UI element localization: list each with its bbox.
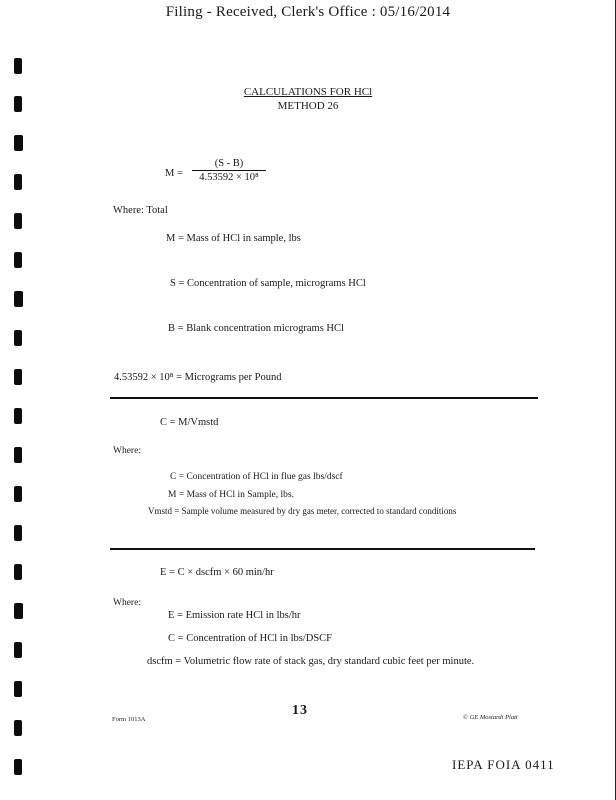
definition-row (168, 610, 301, 621)
definition-equals: = (174, 506, 180, 516)
definition-equals: = (178, 490, 185, 500)
definition-row (166, 233, 301, 244)
definition-symbol: C (170, 472, 177, 482)
where-total-label: Where: Total (113, 205, 168, 216)
definition-symbol: Vmstd (148, 506, 173, 516)
divider-line (110, 548, 535, 550)
definition-text: Mass of HCl in Sample, lbs. (186, 490, 294, 500)
filing-header: Filing - Received, Clerk's Office : 05/16/2014 (165, 4, 451, 20)
binder-hole (14, 525, 22, 541)
foia-stamp: IEPA FOIA 0411 (452, 757, 555, 772)
binder-hole (14, 564, 22, 580)
divider-line (110, 397, 538, 399)
definition-text: Concentration of sample, micrograms HCl (187, 278, 366, 289)
definition-equals: = (177, 633, 184, 644)
title-line-1: CALCULATIONS FOR HCl (243, 86, 373, 98)
definition-text: Micrograms per Pound (184, 372, 282, 383)
binder-hole (14, 486, 22, 502)
definition-equals: = (177, 323, 184, 334)
definition-text: Volumetric flow rate of stack gas, dry standard cubic feet per minute. (183, 656, 475, 667)
definition-symbol: B (168, 323, 176, 334)
definition-equals: = (178, 278, 185, 289)
definition-symbol: S (170, 278, 176, 289)
definition-equals: = (177, 233, 184, 244)
definition-text: Concentration of HCl in lbs/DSCF (186, 633, 333, 644)
formula3: E = C × dscfm × 60 min/hr (160, 567, 274, 578)
definition-text: Blank concentration micrograms HCl (186, 323, 344, 334)
definition-equals: = (177, 610, 183, 621)
where-label: Where: (113, 598, 141, 608)
definition-symbol: E (168, 610, 175, 621)
formula1-lhs: M = (165, 168, 183, 179)
definition-row (168, 490, 294, 500)
definition-symbol: C (168, 633, 176, 644)
binder-hole (14, 642, 22, 658)
definition-equals: = (175, 656, 182, 667)
definition-row (170, 472, 343, 482)
formula1-fraction (192, 158, 266, 183)
definition-symbol: 4.53592 × 10⁸ (114, 372, 174, 383)
definition-text: Sample volume measured by dry gas meter, corrected to standard conditions (181, 506, 457, 516)
definition-equals: = (178, 472, 185, 482)
definition-text: Mass of HCl in sample, lbs (186, 233, 301, 244)
binder-hole (14, 330, 22, 346)
definition-row (114, 372, 281, 383)
binder-hole (14, 252, 22, 268)
binder-hole (14, 408, 22, 424)
binder-hole (14, 369, 22, 385)
binder-hole (14, 681, 22, 697)
definition-equals: = (176, 372, 183, 383)
definition-row (148, 506, 456, 516)
page-number: 13 (292, 703, 308, 718)
binder-hole (14, 603, 23, 619)
definition-row (168, 323, 344, 334)
binder-hole (14, 174, 22, 190)
binder-hole (14, 447, 22, 463)
binder-hole (14, 759, 22, 775)
definition-symbol: dscfm (147, 656, 173, 667)
definition-symbol: M (168, 490, 177, 500)
definition-text: Concentration of HCl in flue gas lbs/dscf (186, 472, 343, 482)
binder-hole (14, 135, 23, 151)
page-subtitle: METHOD 26 (277, 100, 339, 112)
binder-hole (14, 720, 22, 736)
binder-hole (14, 291, 23, 307)
binder-hole (14, 213, 22, 229)
formula1-numerator: (S - B) (192, 158, 266, 171)
definition-symbol: M (166, 233, 176, 244)
formula2: C = M/Vmstd (160, 417, 219, 428)
definition-text: Emission rate HCl in lbs/hr (185, 610, 301, 621)
where-label: Where: (113, 446, 141, 456)
page-title (0, 86, 616, 98)
definition-row (170, 278, 366, 289)
definition-row (168, 633, 332, 644)
binder-hole (14, 58, 22, 74)
definition-row (147, 656, 474, 667)
copyright-notice: © GE Mostardi Platt (463, 714, 518, 721)
form-number: Form 1013A (112, 716, 146, 723)
formula1-denominator: 4.53592 × 10⁸ (199, 172, 259, 183)
